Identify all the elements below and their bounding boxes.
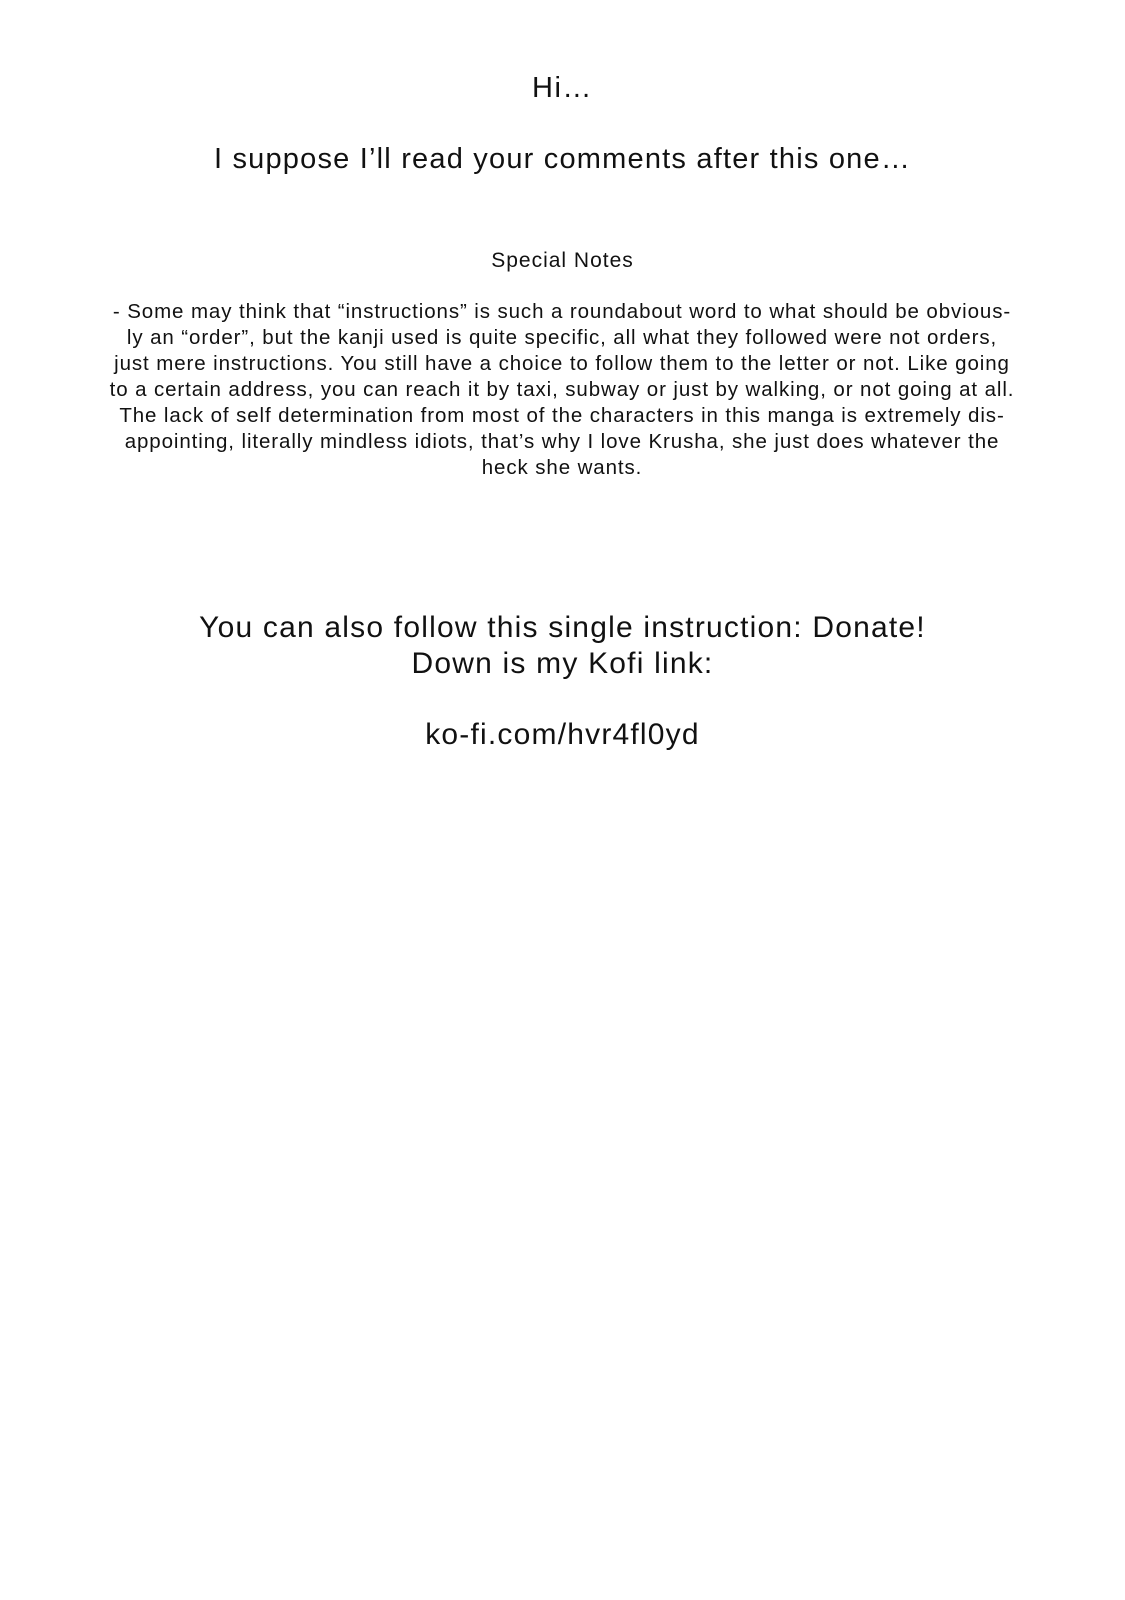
kofi-link[interactable]: ko-fi.com/hvr4fl0yd: [425, 718, 700, 751]
comments-note-text: I suppose I’ll read your comments after this one…: [213, 143, 912, 175]
donate-call-text: You can also follow this single instruction: Donate!: [199, 611, 926, 644]
special-notes-line: The lack of self determination from most of the characters in this manga is extremely dis-: [119, 404, 1005, 427]
special-notes-line: - Some may think that “instructions” is such a roundabout word to what should be obvious-: [112, 300, 1012, 323]
special-notes-heading: Special Notes: [491, 249, 634, 272]
special-notes-line: to a certain address, you can reach it by taxi, subway or just by walking, or not going at all.: [109, 378, 1015, 401]
kofi-intro-text: Down is my Kofi link:: [411, 647, 714, 680]
special-notes-body: [62, 299, 1062, 481]
special-notes-line: ly an “order”, but the kanji used is quite specific, all what they followed were not orders,: [126, 326, 998, 349]
special-notes-line: just mere instructions. You still have a choice to follow them to the letter or not. Like going: [114, 352, 1010, 375]
kofi-link-container: [0, 718, 1125, 752]
special-notes-line: appointing, literally mindless idiots, that’s why I love Krusha, she just does whatever the: [124, 430, 1000, 453]
special-notes-line: heck she wants.: [481, 456, 643, 479]
greeting-text: Hi…: [532, 72, 593, 104]
